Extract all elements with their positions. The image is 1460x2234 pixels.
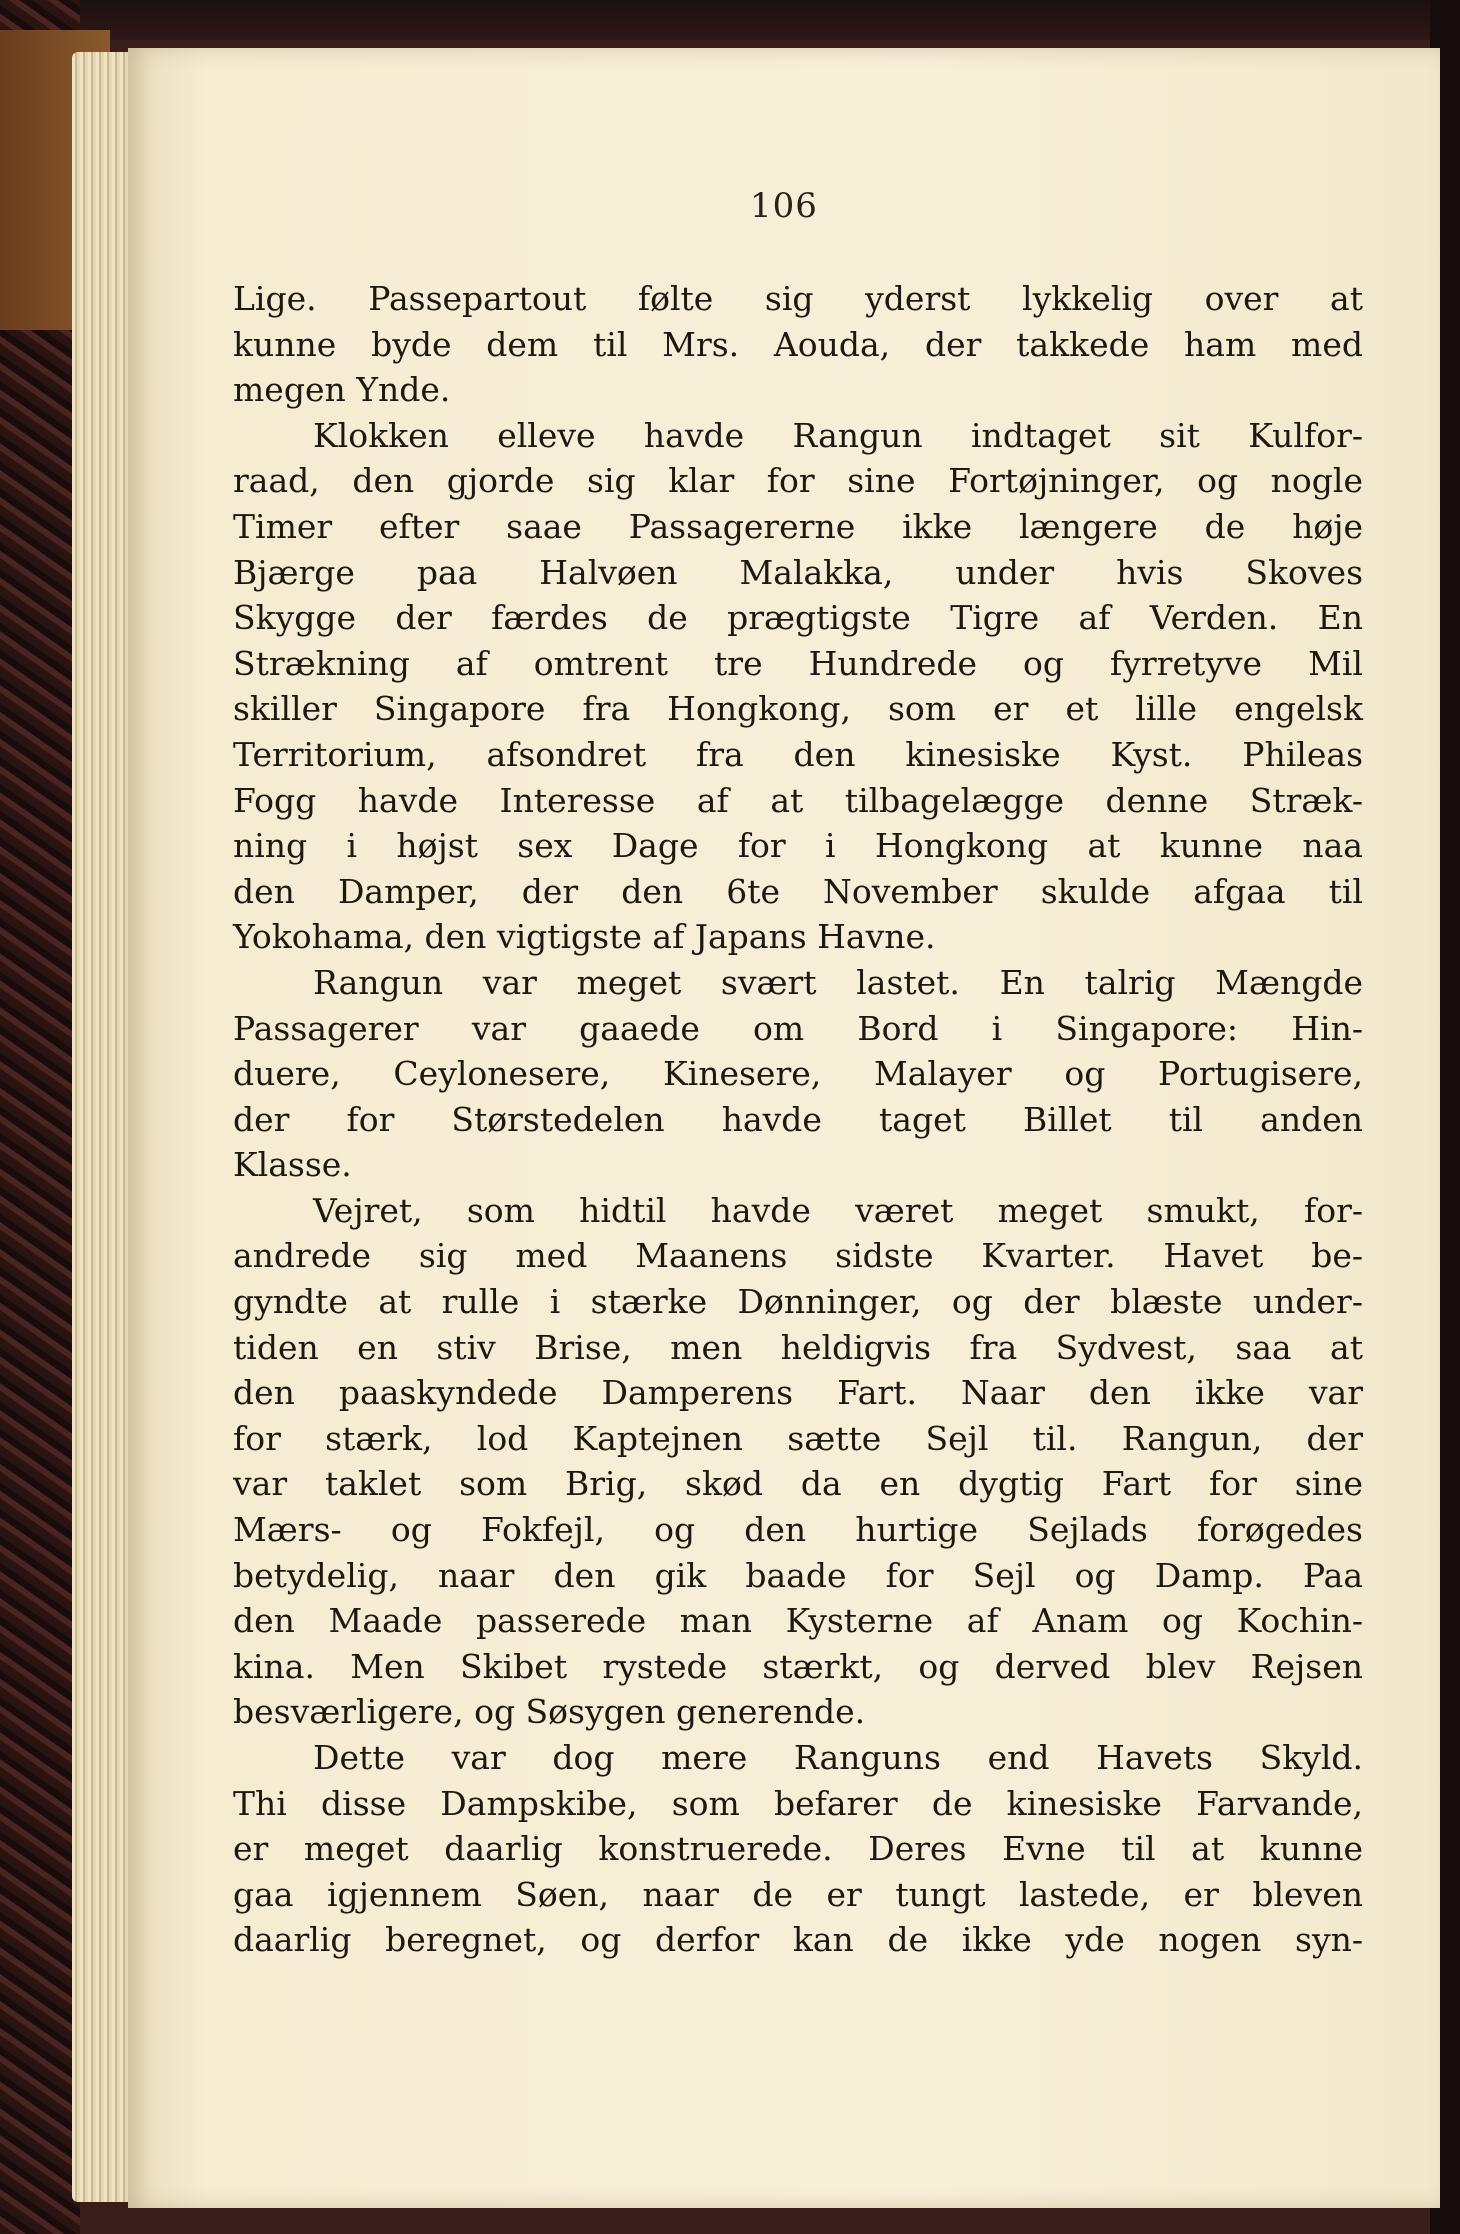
text-line: ning i højst sex Dage for i Hongkong at kunne naa [233,826,1363,866]
text-line: Fogg havde Interesse af at tilbagelægge denne Stræk- [233,780,1363,820]
text-line: besværligere, og Søsygen generende. [233,1692,866,1732]
text-line: Territorium, afsondret fra den kinesiske Kyst. Phileas [233,734,1363,774]
text-line: Strækning af omtrent tre Hundrede og fyrretyve Mil [233,643,1363,683]
text-line: var taklet som Brig, skød da en dygtig Fart for sine [233,1464,1363,1504]
text-line: Dette var dog mere Ranguns end Havets Skyld. [313,1738,1363,1777]
text-line: duere, Ceylonesere, Kinesere, Malayer og Portugisere, [233,1054,1363,1094]
text-line: Skygge der færdes de prægtigste Tigre af Verden. En [233,598,1363,638]
text-line: er meget daarlig konstruerede. Deres Evne til at kunne [233,1829,1363,1869]
text-line: Timer efter saae Passagererne ikke længere de høje [233,506,1363,546]
text-line: der for Størstedelen havde taget Billet til anden [233,1099,1363,1139]
text-line: daarlig beregnet, og derfor kan de ikke yde nogen syn- [233,1920,1363,1960]
text-line: den paaskyndede Damperens Fart. Naar den ikke var [233,1373,1363,1413]
text-line: Vejret, som hidtil havde været meget smukt, for- [313,1190,1363,1230]
book-cover-left [0,0,80,2234]
text-line: kina. Men Skibet rystede stærkt, og derved blev Rejsen [233,1646,1363,1686]
text-line: Thi disse Dampskibe, som befarer de kinesiske Farvande, [233,1783,1363,1823]
page-text [233,276,1363,1963]
text-line: Klasse. [233,1145,352,1185]
text-line: Yokohama, den vigtigste af Japans Havne. [233,917,936,957]
text-line: tiden en stiv Brise, men heldigvis fra Sydvest, saa at [233,1327,1363,1367]
text-line: Mærs- og Fokfejl, og den hurtige Sejlads forøgedes [233,1510,1363,1550]
text-line: Bjærge paa Halvøen Malakka, under hvis Skoves [233,552,1363,592]
text-line: gaa igjennem Søen, naar de er tungt lastede, er bleven [233,1874,1363,1914]
text-line: for stærk, lod Kaptejnen sætte Sejl til. Rangun, der [233,1418,1363,1458]
text-line: kunne byde dem til Mrs. Aouda, der takkede ham med [233,324,1363,364]
page-number: 106 [750,186,818,226]
text-line: Lige. Passepartout følte sig yderst lykkelig over at [233,279,1363,318]
text-line: Klokken elleve havde Rangun indtaget sit Kulfor- [313,415,1363,455]
text-line: Rangun var meget svært lastet. En talrig Mængde [313,962,1363,1002]
text-line: betydelig, naar den gik baade for Sejl og Damp. Paa [233,1555,1363,1595]
book-cover-top [0,0,1460,40]
text-line: andrede sig med Maanens sidste Kvarter. Havet be- [233,1236,1363,1276]
text-line: Passagerer var gaaede om Bord i Singapore: Hin- [233,1008,1363,1048]
text-line: megen Ynde. [233,370,451,410]
text-line: skiller Singapore fra Hongkong, som er et lille engelsk [233,689,1363,729]
text-line: raad, den gjorde sig klar for sine Fortøjninger, og nogle [233,461,1363,501]
text-line: den Maade passerede man Kysterne af Anam og Kochin- [233,1601,1363,1641]
text-line: gyndte at rulle i stærke Dønninger, og der blæste under- [233,1282,1363,1322]
text-line: den Damper, der den 6te November skulde afgaa til [233,871,1363,911]
